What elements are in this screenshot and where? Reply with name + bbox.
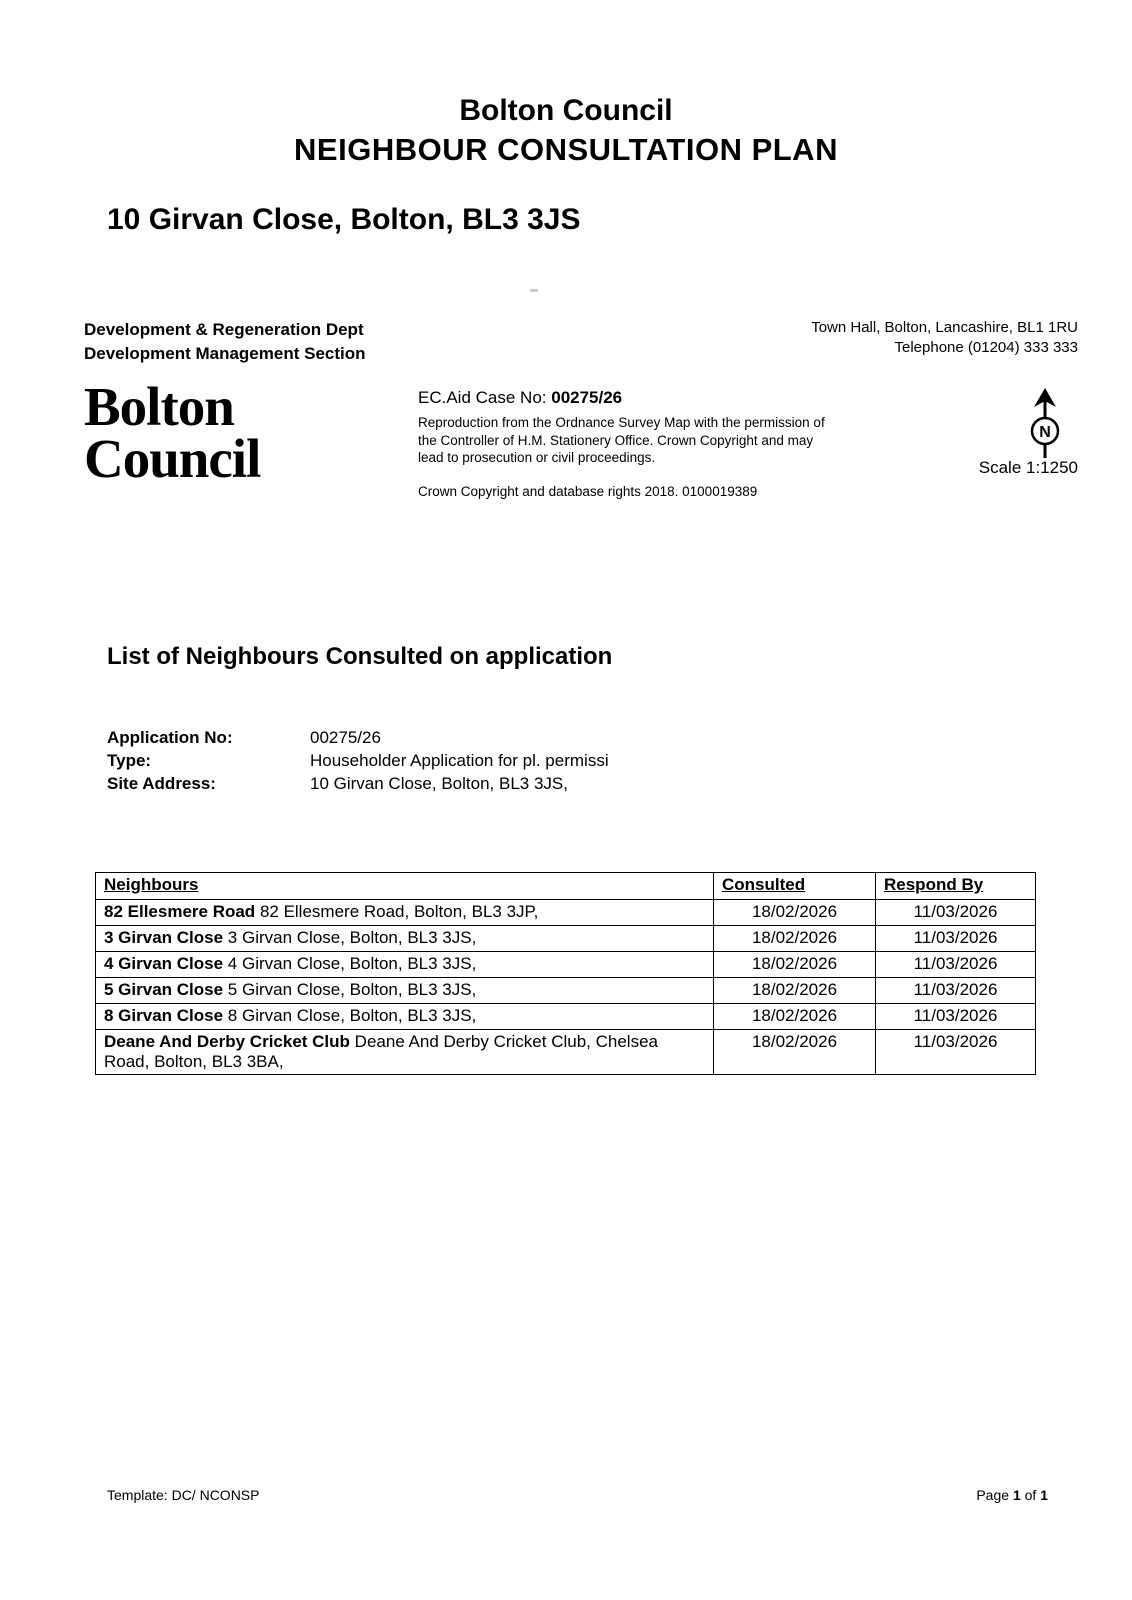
neighbour-name: 3 Girvan Close bbox=[104, 928, 224, 947]
neighbour-name: 5 Girvan Close bbox=[104, 980, 224, 999]
respond-by-date: 11/03/2026 bbox=[876, 900, 1036, 926]
neighbour-cell bbox=[96, 926, 714, 952]
neighbour-address: Deane And Derby Cricket Club, Chelsea Road, Bolton, BL3 3BA, bbox=[104, 1032, 658, 1071]
application-type-label: Type: bbox=[107, 751, 152, 770]
department-line-1: Development & Regeneration Dept bbox=[84, 320, 364, 339]
consulted-date: 18/02/2026 bbox=[714, 900, 876, 926]
neighbour-address: 82 Ellesmere Road, Bolton, BL3 3JP, bbox=[259, 902, 539, 921]
application-details bbox=[107, 726, 609, 795]
neighbours-table bbox=[95, 872, 1036, 1075]
contact-block bbox=[811, 318, 1078, 358]
document-title bbox=[0, 92, 1132, 170]
section-heading: List of Neighbours Consulted on application bbox=[107, 643, 613, 670]
case-number-line bbox=[418, 388, 832, 408]
map-scale-label: Scale 1:1250 bbox=[978, 458, 1078, 477]
table-row bbox=[96, 926, 1036, 952]
neighbour-address: 5 Girvan Close, Bolton, BL3 3JS, bbox=[227, 980, 477, 999]
page-total: 1 bbox=[1040, 1487, 1048, 1503]
consulted-date: 18/02/2026 bbox=[714, 1004, 876, 1030]
scan-artifact bbox=[530, 289, 538, 292]
respond-by-date: 11/03/2026 bbox=[876, 1004, 1036, 1030]
ordnance-survey-notice: Reproduction from the Ordnance Survey Map with the permission of the Controller of H.M. Stationery Office. Crown Copyright and may lead to prosecution or civil proceedings. bbox=[418, 415, 825, 465]
neighbour-cell bbox=[96, 1030, 714, 1075]
bolton-council-logo bbox=[84, 376, 261, 489]
consulted-date: 18/02/2026 bbox=[714, 926, 876, 952]
consulted-date: 18/02/2026 bbox=[714, 952, 876, 978]
neighbour-address: 3 Girvan Close, Bolton, BL3 3JS, bbox=[227, 928, 477, 947]
page-current: 1 bbox=[1012, 1487, 1021, 1503]
plan-title: NEIGHBOUR CONSULTATION PLAN bbox=[294, 132, 838, 167]
site-address-value: 10 Girvan Close, Bolton, BL3 3JS, bbox=[310, 774, 568, 793]
neighbour-cell bbox=[96, 900, 714, 926]
template-reference: Template: DC/ NCONSP bbox=[107, 1487, 260, 1503]
respond-by-date: 11/03/2026 bbox=[876, 952, 1036, 978]
table-row bbox=[96, 900, 1036, 926]
table-row bbox=[96, 978, 1036, 1004]
of-word: of bbox=[1024, 1487, 1037, 1503]
neighbour-name: 4 Girvan Close bbox=[104, 954, 224, 973]
table-row bbox=[96, 1030, 1036, 1075]
header-respond-by: Respond By bbox=[876, 873, 1036, 900]
application-type-value: Householder Application for pl. permissi bbox=[310, 751, 609, 770]
neighbour-name: 8 Girvan Close bbox=[104, 1006, 224, 1025]
neighbour-name: 82 Ellesmere Road bbox=[104, 902, 256, 921]
application-no-label: Application No: bbox=[107, 728, 233, 747]
table-header-row bbox=[96, 873, 1036, 900]
neighbour-cell bbox=[96, 952, 714, 978]
neighbour-cell bbox=[96, 1004, 714, 1030]
consulted-date: 18/02/2026 bbox=[714, 978, 876, 1004]
header-neighbours: Neighbours bbox=[96, 873, 714, 900]
page-number bbox=[976, 1487, 1048, 1503]
department-block bbox=[84, 318, 366, 366]
department-line-2: Development Management Section bbox=[84, 344, 366, 363]
case-info-block bbox=[418, 388, 832, 499]
respond-by-date: 11/03/2026 bbox=[876, 978, 1036, 1004]
site-address-label: Site Address: bbox=[107, 774, 216, 793]
logo-line-2: Council bbox=[84, 428, 261, 489]
neighbour-cell bbox=[96, 978, 714, 1004]
crown-copyright-line: Crown Copyright and database rights 2018. 0100019389 bbox=[418, 483, 758, 499]
consulted-date: 18/02/2026 bbox=[714, 1030, 876, 1075]
neighbour-address: 8 Girvan Close, Bolton, BL3 3JS, bbox=[227, 1006, 477, 1025]
site-address-heading: 10 Girvan Close, Bolton, BL3 3JS bbox=[107, 203, 581, 236]
header-consulted: Consulted bbox=[714, 873, 876, 900]
north-arrow-icon bbox=[1020, 388, 1070, 465]
neighbour-name: Deane And Derby Cricket Club bbox=[104, 1032, 350, 1051]
application-no-value: 00275/26 bbox=[310, 728, 381, 747]
council-name: Bolton Council bbox=[459, 94, 673, 127]
respond-by-date: 11/03/2026 bbox=[876, 1030, 1036, 1075]
table-row bbox=[96, 952, 1036, 978]
logo-line-1: Bolton bbox=[84, 376, 234, 437]
contact-telephone: Telephone (01204) 333 333 bbox=[894, 339, 1078, 356]
respond-by-date: 11/03/2026 bbox=[876, 926, 1036, 952]
contact-address: Town Hall, Bolton, Lancashire, BL1 1RU bbox=[811, 319, 1078, 336]
table-row bbox=[96, 1004, 1036, 1030]
neighbour-address: 4 Girvan Close, Bolton, BL3 3JS, bbox=[227, 954, 477, 973]
case-number-label: EC.Aid Case No: bbox=[418, 388, 547, 407]
case-number-value: 00275/26 bbox=[551, 388, 623, 407]
north-letter: N bbox=[1039, 424, 1051, 441]
page-word: Page bbox=[976, 1487, 1010, 1503]
